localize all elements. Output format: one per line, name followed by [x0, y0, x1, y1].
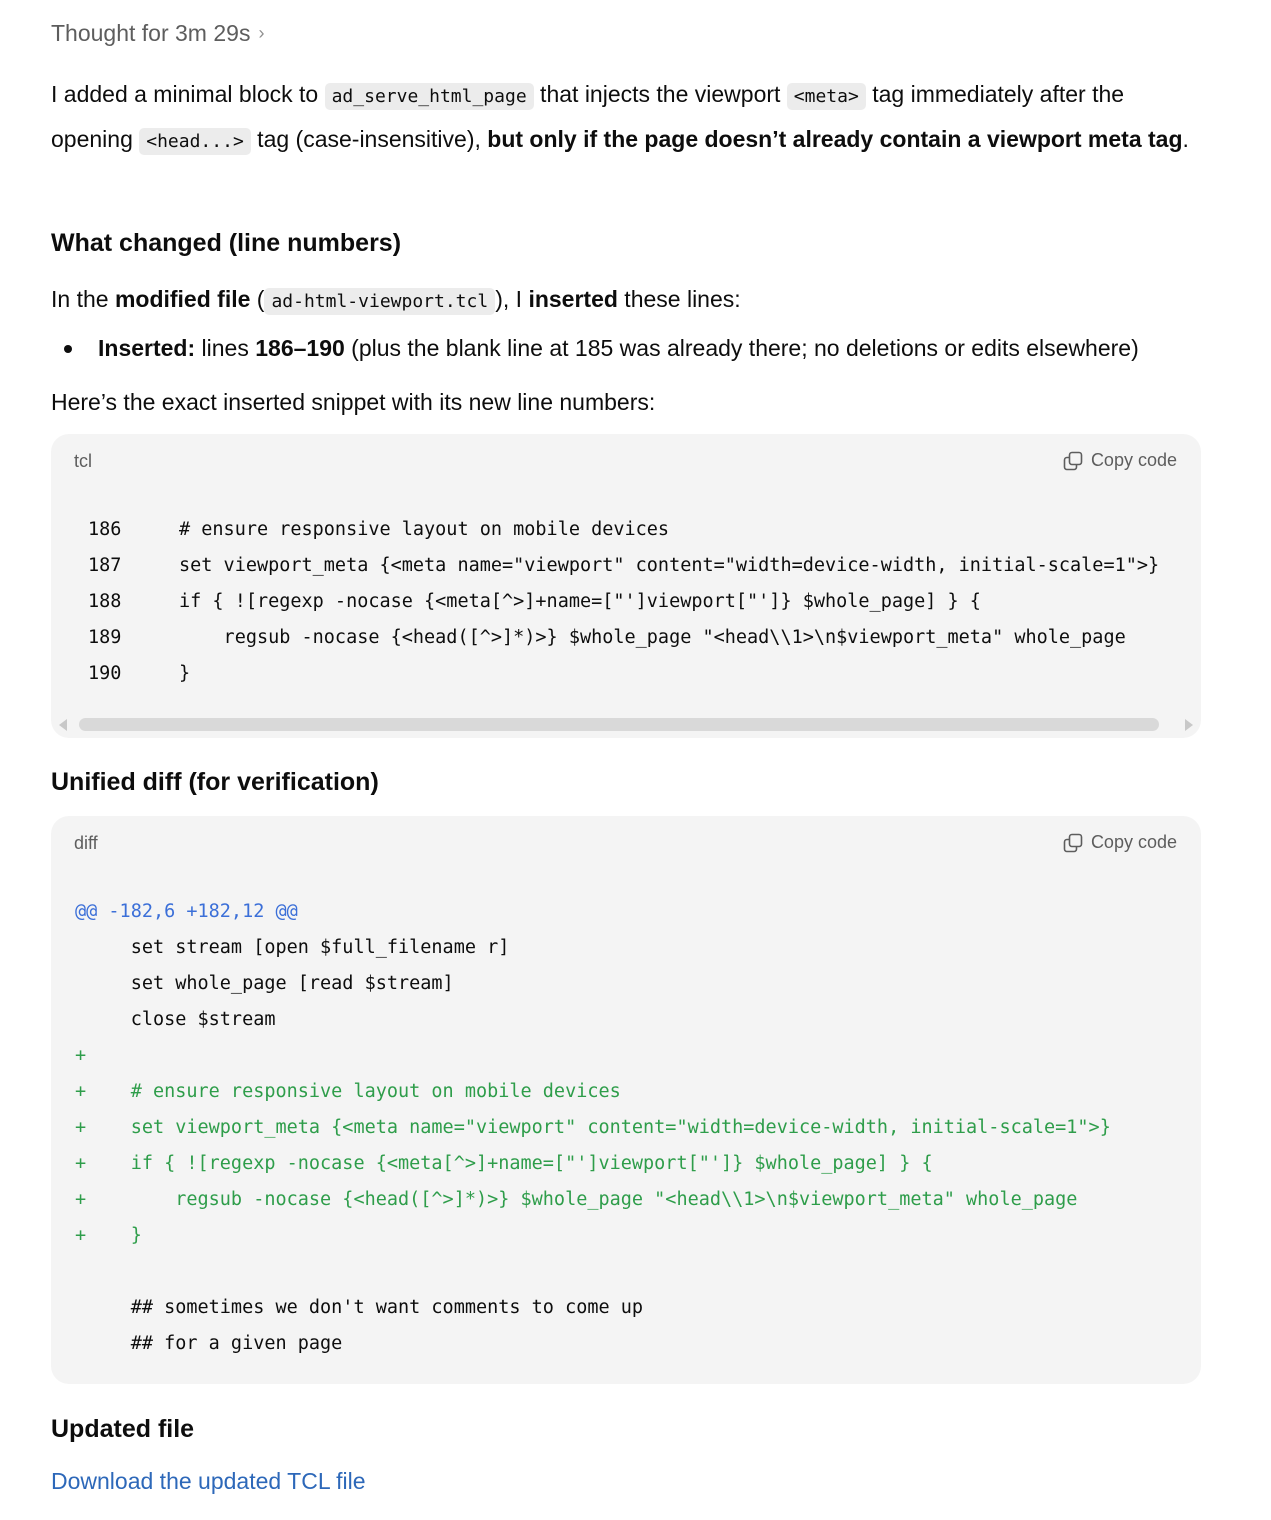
code-language: diff [74, 833, 98, 853]
copy-code-button[interactable] [1063, 450, 1177, 471]
bold-text: 186–190 [255, 335, 345, 361]
line-number: 190 [88, 663, 122, 684]
scroll-left-icon[interactable] [59, 719, 67, 731]
code-header [51, 434, 1201, 489]
code-line: # ensure responsive layout on mobile devices [179, 519, 670, 540]
intro-bold: but only if the page doesn’t already contain a viewport meta tag [487, 126, 1183, 152]
diff-context-line: ## sometimes we don't want comments to come up [75, 1297, 644, 1318]
modified-paragraph [51, 278, 1201, 323]
code-block-diff [51, 816, 1201, 1384]
copy-code-button[interactable] [1063, 832, 1177, 853]
bold-text: inserted [528, 286, 618, 312]
copy-icon [1063, 833, 1083, 853]
line-number: 189 [88, 627, 122, 648]
line-number: 188 [88, 591, 122, 612]
intro-text: . [1182, 126, 1189, 152]
code-header [51, 816, 1201, 871]
bullet-dot [64, 345, 72, 353]
list-item [98, 327, 1248, 369]
snippet-intro: Here’s the exact inserted snippet with its new line numbers: [51, 389, 656, 415]
section-heading-updated-file: Updated file [51, 1415, 195, 1443]
diff-context-line: ## for a given page [75, 1333, 343, 1354]
thought-toggle[interactable] [51, 20, 264, 47]
intro-text: tag (case-insensitive), [250, 126, 488, 152]
text: In the [51, 286, 115, 312]
code-line: set viewport_meta {<meta name="viewport" content="width=device-width, initial-scale=1">} [179, 555, 1160, 576]
chevron-right-icon: › [258, 23, 265, 43]
copy-label: Copy code [1090, 832, 1177, 852]
inline-code: ad-html-viewport.tcl [264, 288, 495, 315]
diff-added-line: + [75, 1045, 87, 1066]
thought-label: Thought for 3m 29s [51, 20, 251, 46]
inline-code: <meta> [787, 83, 866, 110]
text: (plus the blank line at 185 was already there; no deletions or edits elsewhere) [344, 335, 1139, 361]
diff-context-line: close $stream [75, 1009, 276, 1030]
text: lines [195, 335, 256, 361]
text: ), I [495, 286, 529, 312]
inline-code: <head...> [139, 128, 251, 155]
diff-added-line: + # ensure responsive layout on mobile devices [75, 1081, 621, 1102]
scrollbar-thumb[interactable] [79, 718, 1159, 731]
diff-context-line: set stream [open $full_filename r] [75, 937, 510, 958]
diff-context-line: set whole_page [read $stream] [75, 973, 454, 994]
line-number: 186 [88, 519, 122, 540]
code-line: regsub -nocase {<head([^>]*)>} $whole_page "<head\\1>\n$viewport_meta" whole_page [179, 627, 1126, 648]
diff-hunk-header: @@ -182,6 +182,12 @@ [75, 901, 298, 922]
code-language: tcl [74, 451, 92, 471]
scroll-right-icon[interactable] [1185, 719, 1193, 731]
copy-icon [1063, 451, 1083, 471]
code-line: } [179, 663, 191, 684]
code-block-tcl [51, 434, 1201, 738]
code-line: if { ![regexp -nocase {<meta[^>]+name=["']viewport["']} $whole_page] } { [179, 591, 981, 612]
intro-text: tag immediately after the opening [51, 81, 1125, 152]
diff-added-line: + if { ![regexp -nocase {<meta[^>]+name=["']viewport["']} $whole_page] } { [75, 1153, 933, 1174]
bold-text: Inserted: [98, 335, 196, 361]
text: these lines: [617, 286, 741, 312]
line-number: 187 [88, 555, 122, 576]
intro-paragraph [51, 73, 1201, 163]
download-link[interactable]: Download the updated TCL file [51, 1468, 366, 1494]
text: ( [250, 286, 265, 312]
bold-text: modified file [114, 286, 251, 312]
intro-text: I added a minimal block to [51, 81, 325, 107]
diff-added-line: + regsub -nocase {<head([^>]*)>} $whole_page "<head\\1>\n$viewport_meta" whole_page [75, 1189, 1078, 1210]
section-heading-what-changed: What changed (line numbers) [51, 229, 402, 257]
copy-label: Copy code [1090, 450, 1177, 470]
horizontal-scrollbar[interactable] [51, 712, 1201, 738]
diff-added-line: + set viewport_meta {<meta name="viewport" content="width=device-width, initial-scale=1">} [75, 1117, 1111, 1138]
inline-code: ad_serve_html_page [325, 83, 534, 110]
diff-added-line: + } [75, 1225, 142, 1246]
intro-text: that injects the viewport [533, 81, 787, 107]
section-heading-unified-diff: Unified diff (for verification) [51, 768, 379, 796]
